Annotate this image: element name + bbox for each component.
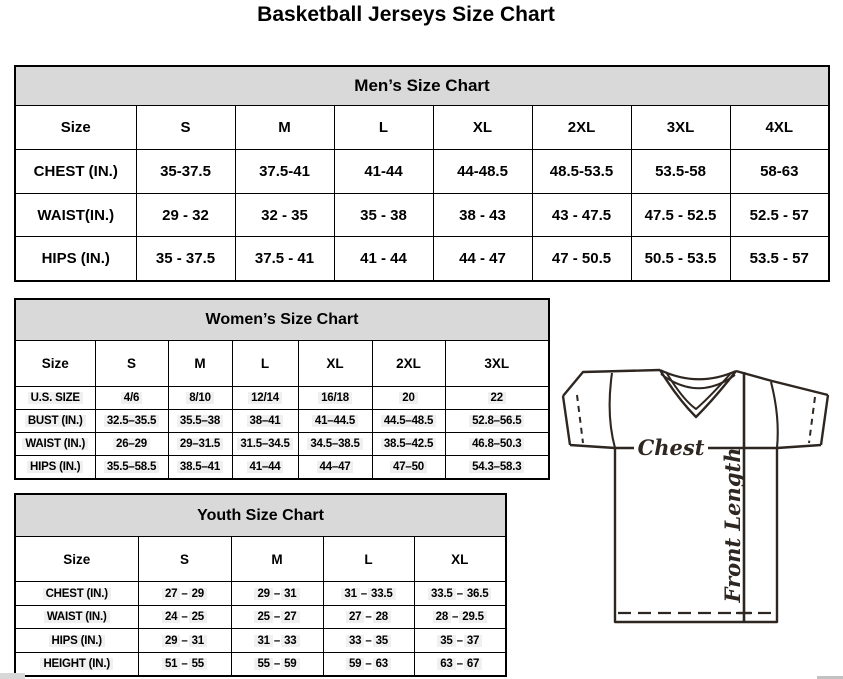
column-header-cell: XL: [298, 341, 372, 387]
column-header-cell: 4XL: [730, 106, 829, 150]
value-cell: 27 – 29: [138, 582, 231, 606]
column-header-cell: M: [235, 106, 334, 150]
row-label-cell: WAIST(IN.): [15, 194, 136, 237]
column-header-cell: 2XL: [532, 106, 631, 150]
row-label-cell: HIPS (IN.): [15, 629, 138, 653]
value-cell: 31.5–34.5: [232, 433, 298, 456]
value-cell: 25 – 27: [231, 606, 323, 629]
value-cell: 35.5–58.5: [95, 456, 168, 480]
youth-table-title: Youth Size Chart: [15, 494, 506, 537]
column-header-cell: L: [334, 106, 433, 150]
row-label-cell: HEIGHT (IN.): [15, 653, 138, 677]
chest-label: Chest: [637, 435, 705, 460]
value-cell: 63 – 67: [414, 653, 506, 677]
column-header-cell: M: [168, 341, 232, 387]
value-cell: 52.8–56.5: [445, 410, 549, 433]
value-cell: 55 – 59: [231, 653, 323, 677]
value-cell: 47.5 - 52.5: [631, 194, 730, 237]
size-corner-cell: Size: [15, 537, 138, 582]
value-cell: 44-48.5: [433, 150, 532, 194]
row-label-cell: CHEST (IN.): [15, 582, 138, 606]
value-cell: 41–44: [232, 456, 298, 480]
value-cell: 38.5–42.5: [372, 433, 445, 456]
value-cell: 38 - 43: [433, 194, 532, 237]
value-cell: 29 – 31: [231, 582, 323, 606]
value-cell: 29 – 31: [138, 629, 231, 653]
value-cell: 53.5-58: [631, 150, 730, 194]
mens-size-table: [14, 65, 830, 282]
value-cell: 47–50: [372, 456, 445, 480]
row-label-cell: BUST (IN.): [15, 410, 95, 433]
value-cell: 33 – 35: [323, 629, 414, 653]
value-cell: 41-44: [334, 150, 433, 194]
column-header-cell: L: [323, 537, 414, 582]
column-header-cell: XL: [433, 106, 532, 150]
row-label-cell: HIPS (IN.): [15, 237, 136, 282]
row-label-cell: U.S. SIZE: [15, 387, 95, 410]
value-cell: 54.3–58.3: [445, 456, 549, 480]
value-cell: 35 - 38: [334, 194, 433, 237]
size-corner-cell: Size: [15, 341, 95, 387]
value-cell: 24 – 25: [138, 606, 231, 629]
left-armhole-seam: [610, 373, 615, 448]
row-label-cell: WAIST (IN.): [15, 606, 138, 629]
value-cell: 37.5-41: [235, 150, 334, 194]
row-label-cell: HIPS (IN.): [15, 456, 95, 480]
column-header-cell: M: [231, 537, 323, 582]
page-title: Basketball Jerseys Size Chart: [257, 3, 555, 26]
value-cell: 35.5–38: [168, 410, 232, 433]
column-header-cell: L: [232, 341, 298, 387]
value-cell: 33.5 – 36.5: [414, 582, 506, 606]
value-cell: 31 – 33.5: [323, 582, 414, 606]
value-cell: 47 - 50.5: [532, 237, 631, 282]
value-cell: 44.5–48.5: [372, 410, 445, 433]
value-cell: 34.5–38.5: [298, 433, 372, 456]
value-cell: 27 – 28: [323, 606, 414, 629]
value-cell: 8/10: [168, 387, 232, 410]
value-cell: 41 - 44: [334, 237, 433, 282]
womens-size-table: [14, 298, 550, 480]
right-cuff-dashed-line: [809, 397, 815, 443]
row-label-cell: WAIST (IN.): [15, 433, 95, 456]
value-cell: 48.5-53.5: [532, 150, 631, 194]
column-header-cell: XL: [414, 537, 506, 582]
front-length-label: Front Length: [720, 447, 745, 603]
left-sleeve-bottom: [570, 445, 615, 448]
right-cuff-edge: [821, 395, 828, 445]
value-cell: 29 - 32: [136, 194, 235, 237]
value-cell: 35-37.5: [136, 150, 235, 194]
value-cell: 52.5 - 57: [730, 194, 829, 237]
row-label-cell: CHEST (IN.): [15, 150, 136, 194]
value-cell: 58-63: [730, 150, 829, 194]
value-cell: 43 - 47.5: [532, 194, 631, 237]
value-cell: 38.5–41: [168, 456, 232, 480]
youth-size-table-container: [14, 493, 507, 677]
value-cell: 35 - 37.5: [136, 237, 235, 282]
value-cell: 4/6: [95, 387, 168, 410]
value-cell: 32 - 35: [235, 194, 334, 237]
value-cell: 12/14: [232, 387, 298, 410]
size-corner-cell: Size: [15, 106, 136, 150]
column-header-cell: 3XL: [631, 106, 730, 150]
womens-table-title: Women’s Size Chart: [15, 299, 549, 341]
value-cell: 37.5 - 41: [235, 237, 334, 282]
value-cell: 51 – 55: [138, 653, 231, 677]
value-cell: 53.5 - 57: [730, 237, 829, 282]
value-cell: 38–41: [232, 410, 298, 433]
bottom-left-artifact: [0, 673, 25, 679]
value-cell: 22: [445, 387, 549, 410]
vneck-outer-line: [660, 370, 736, 417]
value-cell: 29–31.5: [168, 433, 232, 456]
column-header-cell: 3XL: [445, 341, 549, 387]
value-cell: 31 – 33: [231, 629, 323, 653]
right-armhole-seam: [771, 382, 778, 448]
left-cuff-edge: [563, 396, 570, 445]
value-cell: 46.8–50.3: [445, 433, 549, 456]
value-cell: 41–44.5: [298, 410, 372, 433]
value-cell: 16/18: [298, 387, 372, 410]
value-cell: 44–47: [298, 456, 372, 480]
left-cuff-dashed-line: [577, 395, 583, 443]
right-shoulder-line: [736, 371, 828, 395]
value-cell: 59 – 63: [323, 653, 414, 677]
womens-size-table-container: [14, 298, 550, 480]
value-cell: 32.5–35.5: [95, 410, 168, 433]
column-header-cell: 2XL: [372, 341, 445, 387]
mens-size-table-container: [14, 65, 830, 282]
value-cell: 50.5 - 53.5: [631, 237, 730, 282]
value-cell: 28 – 29.5: [414, 606, 506, 629]
value-cell: 35 – 37: [414, 629, 506, 653]
youth-size-table: [14, 493, 507, 677]
jersey-diagram: [550, 355, 843, 630]
right-sleeve-bottom: [777, 445, 821, 448]
column-header-cell: S: [95, 341, 168, 387]
column-header-cell: S: [136, 106, 235, 150]
jersey-body-outline: [615, 448, 777, 622]
value-cell: 20: [372, 387, 445, 410]
mens-table-title: Men’s Size Chart: [15, 66, 829, 106]
column-header-cell: S: [138, 537, 231, 582]
collar-back-arc: [660, 370, 736, 379]
value-cell: 26–29: [95, 433, 168, 456]
value-cell: 44 - 47: [433, 237, 532, 282]
